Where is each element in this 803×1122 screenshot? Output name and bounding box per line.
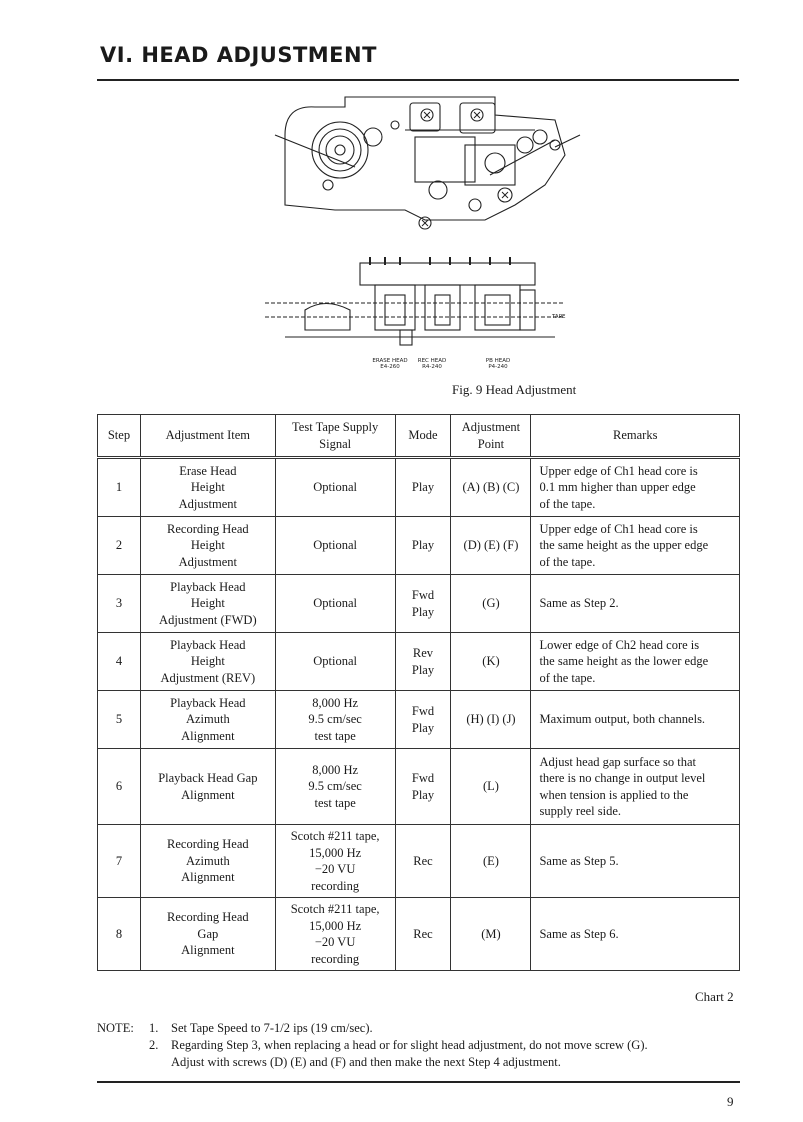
test-signal-cell: Optional — [275, 458, 395, 517]
remarks-cell: Upper edge of Ch1 head core is the same height as the upper edge of the tape. — [531, 517, 740, 575]
remarks-cell: Maximum output, both channels. — [531, 691, 740, 749]
remarks-cell: Same as Step 6. — [531, 898, 740, 971]
adjustment-point-cell: (M) — [451, 898, 531, 971]
mode-cell: Play — [395, 517, 451, 575]
step-cell: 2 — [98, 517, 141, 575]
adjustment-item-cell: Playback Head Azimuth Alignment — [140, 691, 275, 749]
column-header: Remarks — [531, 415, 740, 458]
note-text: Set Tape Speed to 7-1/2 ips (19 cm/sec). — [171, 1021, 373, 1035]
remarks-cell: Same as Step 2. — [531, 575, 740, 633]
chart-label: Chart 2 — [695, 989, 734, 1004]
mode-cell: Fwd Play — [395, 691, 451, 749]
footer-divider — [97, 1081, 740, 1083]
mode-cell: Rev Play — [395, 633, 451, 691]
adjustment-point-cell: (H) (I) (J) — [451, 691, 531, 749]
mode-cell: Fwd Play — [395, 749, 451, 825]
table-row — [98, 575, 740, 633]
adjustment-item-cell: Playback Head Gap Alignment — [140, 749, 275, 825]
note-number — [149, 1054, 171, 1071]
note-number: 1. — [149, 1021, 159, 1035]
remarks-cell: Lower edge of Ch2 head core is the same height as the lower edge of the tape. — [531, 633, 740, 691]
head-assembly-side-view-diagram — [265, 255, 575, 355]
table-row — [98, 633, 740, 691]
rec-head-label: REC HEAD R4-240 — [417, 358, 447, 371]
head-assembly-top-view-diagram — [255, 95, 585, 245]
test-signal-cell: Optional — [275, 575, 395, 633]
remarks-cell: Adjust head gap surface so that there is no change in output level when tension is applied to the supply reel side. — [531, 749, 740, 825]
step-cell: 5 — [98, 691, 141, 749]
column-header: Step — [98, 415, 141, 458]
table-row — [98, 749, 740, 825]
table-header-row — [98, 415, 740, 458]
test-signal-cell: Scotch #211 tape, 15,000 Hz −20 VU recording — [275, 898, 395, 971]
page-number: 9 — [727, 1094, 734, 1109]
column-header: Test Tape Supply Signal — [275, 415, 395, 458]
adjustment-point-cell: (D) (E) (F) — [451, 517, 531, 575]
table-row — [98, 458, 740, 517]
note-text: Adjust with screws (D) (E) and (F) and then make the next Step 4 adjustment. — [171, 1055, 561, 1069]
column-header: Mode — [395, 415, 451, 458]
note-number: 2. — [149, 1038, 159, 1052]
column-header: Adjustment Item — [140, 415, 275, 458]
adjustment-item-cell: Recording Head Height Adjustment — [140, 517, 275, 575]
step-cell: 6 — [98, 749, 141, 825]
test-signal-cell: 8,000 Hz 9.5 cm/sec test tape — [275, 749, 395, 825]
note-text: Regarding Step 3, when replacing a head or for slight head adjustment, do not move screw (G). — [171, 1038, 648, 1052]
adjustment-item-cell: Playback Head Height Adjustment (FWD) — [140, 575, 275, 633]
column-header: Adjustment Point — [451, 415, 531, 458]
step-cell: 4 — [98, 633, 141, 691]
tape-label: TAPE — [552, 314, 566, 320]
mode-cell: Rec — [395, 898, 451, 971]
page-title: VI. HEAD ADJUSTMENT — [100, 43, 377, 67]
adjustment-point-cell: (G) — [451, 575, 531, 633]
step-cell: 8 — [98, 898, 141, 971]
test-signal-cell: Scotch #211 tape, 15,000 Hz −20 VU recording — [275, 825, 395, 898]
pb-head-label: PB HEAD P4-240 — [485, 358, 511, 371]
note-label: NOTE: — [97, 1021, 134, 1035]
adjustment-item-cell: Recording Head Azimuth Alignment — [140, 825, 275, 898]
header-divider — [97, 79, 739, 81]
step-cell: 3 — [98, 575, 141, 633]
test-signal-cell: 8,000 Hz 9.5 cm/sec test tape — [275, 691, 395, 749]
step-cell: 1 — [98, 458, 141, 517]
adjustment-point-cell: (E) — [451, 825, 531, 898]
adjustment-item-cell: Erase Head Height Adjustment — [140, 458, 275, 517]
adjustment-point-cell: (L) — [451, 749, 531, 825]
test-signal-cell: Optional — [275, 633, 395, 691]
test-signal-cell: Optional — [275, 517, 395, 575]
table-row — [98, 691, 740, 749]
adjustment-point-cell: (K) — [451, 633, 531, 691]
adjustment-item-cell: Playback Head Height Adjustment (REV) — [140, 633, 275, 691]
erase-head-label: ERASE HEAD E4-260 — [372, 358, 408, 371]
head-adjustment-table — [97, 414, 740, 971]
adjustment-item-cell: Recording Head Gap Alignment — [140, 898, 275, 971]
adjustment-point-cell: (A) (B) (C) — [451, 458, 531, 517]
mode-cell: Fwd Play — [395, 575, 451, 633]
step-cell: 7 — [98, 825, 141, 898]
mode-cell: Play — [395, 458, 451, 517]
remarks-cell: Upper edge of Ch1 head core is 0.1 mm higher than upper edge of the tape. — [531, 458, 740, 517]
table-row — [98, 517, 740, 575]
table-row — [98, 898, 740, 971]
table-row — [98, 825, 740, 898]
mode-cell: Rec — [395, 825, 451, 898]
note-block — [97, 1020, 648, 1071]
remarks-cell: Same as Step 5. — [531, 825, 740, 898]
figure-caption: Fig. 9 Head Adjustment — [452, 382, 577, 397]
